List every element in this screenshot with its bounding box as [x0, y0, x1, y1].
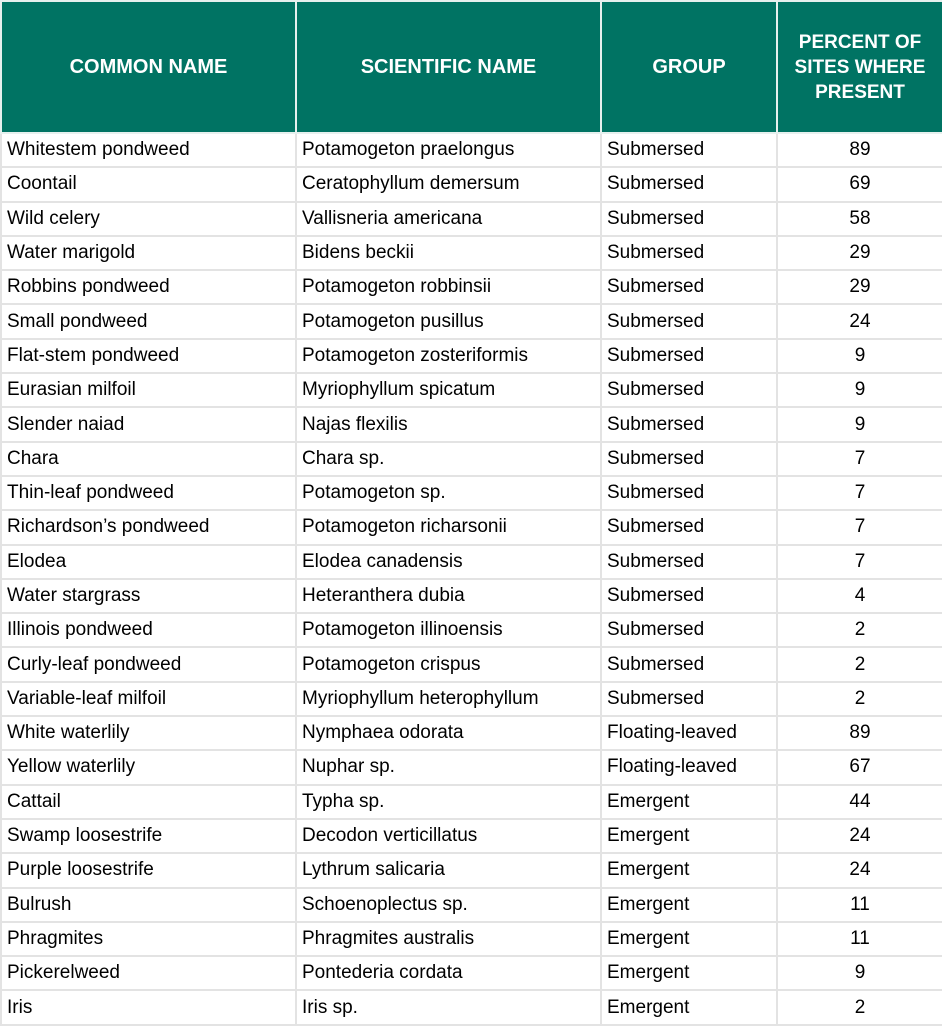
cell-group: Submersed [601, 270, 777, 304]
cell-percent: 9 [777, 956, 942, 990]
cell-common-name: Water stargrass [1, 579, 296, 613]
cell-common-name: Water marigold [1, 236, 296, 270]
cell-common-name: Variable-leaf milfoil [1, 682, 296, 716]
table-row [1, 304, 942, 338]
table-row [1, 236, 942, 270]
header-scientific-name: SCIENTIFIC NAME [296, 1, 601, 133]
cell-common-name: Cattail [1, 785, 296, 819]
cell-percent: 11 [777, 888, 942, 922]
cell-scientific-name: Myriophyllum spicatum [296, 373, 601, 407]
table-row [1, 167, 942, 201]
cell-percent: 29 [777, 236, 942, 270]
cell-percent: 7 [777, 545, 942, 579]
table-row [1, 990, 942, 1024]
cell-group: Submersed [601, 510, 777, 544]
cell-scientific-name: Vallisneria americana [296, 202, 601, 236]
cell-group: Submersed [601, 202, 777, 236]
cell-group: Submersed [601, 579, 777, 613]
table-row [1, 407, 942, 441]
cell-group: Emergent [601, 922, 777, 956]
cell-scientific-name: Potamogeton illinoensis [296, 613, 601, 647]
cell-scientific-name: Potamogeton crispus [296, 647, 601, 681]
cell-scientific-name: Potamogeton richarsonii [296, 510, 601, 544]
cell-group: Submersed [601, 133, 777, 167]
cell-group: Submersed [601, 304, 777, 338]
cell-scientific-name: Lythrum salicaria [296, 853, 601, 887]
cell-common-name: White waterlily [1, 716, 296, 750]
cell-scientific-name: Ceratophyllum demersum [296, 167, 601, 201]
cell-percent: 69 [777, 167, 942, 201]
cell-group: Submersed [601, 167, 777, 201]
cell-scientific-name: Pontederia cordata [296, 956, 601, 990]
cell-group: Submersed [601, 545, 777, 579]
cell-common-name: Bulrush [1, 888, 296, 922]
cell-scientific-name: Najas flexilis [296, 407, 601, 441]
cell-common-name: Wild celery [1, 202, 296, 236]
cell-common-name: Coontail [1, 167, 296, 201]
cell-percent: 9 [777, 407, 942, 441]
cell-group: Emergent [601, 990, 777, 1024]
cell-common-name: Richardson’s pondweed [1, 510, 296, 544]
cell-common-name: Thin-leaf pondweed [1, 476, 296, 510]
cell-scientific-name: Typha sp. [296, 785, 601, 819]
cell-scientific-name: Decodon verticillatus [296, 819, 601, 853]
cell-scientific-name: Potamogeton sp. [296, 476, 601, 510]
cell-scientific-name: Chara sp. [296, 442, 601, 476]
cell-group: Submersed [601, 647, 777, 681]
table-row [1, 270, 942, 304]
cell-percent: 9 [777, 373, 942, 407]
table-row [1, 373, 942, 407]
cell-common-name: Eurasian milfoil [1, 373, 296, 407]
cell-percent: 2 [777, 990, 942, 1024]
cell-scientific-name: Bidens beckii [296, 236, 601, 270]
cell-common-name: Chara [1, 442, 296, 476]
table-row [1, 476, 942, 510]
table-row [1, 133, 942, 167]
cell-group: Submersed [601, 442, 777, 476]
table-row [1, 853, 942, 887]
cell-scientific-name: Potamogeton praelongus [296, 133, 601, 167]
cell-group: Submersed [601, 339, 777, 373]
cell-percent: 67 [777, 750, 942, 784]
cell-common-name: Curly-leaf pondweed [1, 647, 296, 681]
cell-scientific-name: Schoenoplectus sp. [296, 888, 601, 922]
header-group: GROUP [601, 1, 777, 133]
cell-group: Floating-leaved [601, 716, 777, 750]
cell-common-name: Slender naiad [1, 407, 296, 441]
cell-percent: 4 [777, 579, 942, 613]
cell-percent: 24 [777, 819, 942, 853]
cell-percent: 2 [777, 647, 942, 681]
cell-common-name: Robbins pondweed [1, 270, 296, 304]
table-row [1, 888, 942, 922]
cell-group: Submersed [601, 613, 777, 647]
cell-group: Submersed [601, 476, 777, 510]
cell-percent: 44 [777, 785, 942, 819]
header-common-name: COMMON NAME [1, 1, 296, 133]
cell-group: Emergent [601, 785, 777, 819]
cell-scientific-name: Phragmites australis [296, 922, 601, 956]
cell-scientific-name: Elodea canadensis [296, 545, 601, 579]
cell-percent: 7 [777, 510, 942, 544]
cell-scientific-name: Nymphaea odorata [296, 716, 601, 750]
cell-group: Emergent [601, 888, 777, 922]
table-row [1, 545, 942, 579]
table-row [1, 819, 942, 853]
table-row [1, 339, 942, 373]
cell-common-name: Swamp loosestrife [1, 819, 296, 853]
cell-common-name: Iris [1, 990, 296, 1024]
table-row [1, 647, 942, 681]
table-row [1, 922, 942, 956]
cell-scientific-name: Iris sp. [296, 990, 601, 1024]
cell-group: Emergent [601, 956, 777, 990]
cell-group: Submersed [601, 682, 777, 716]
table-row [1, 442, 942, 476]
cell-common-name: Phragmites [1, 922, 296, 956]
cell-scientific-name: Potamogeton pusillus [296, 304, 601, 338]
header-row [1, 1, 942, 133]
cell-common-name: Purple loosestrife [1, 853, 296, 887]
table-row [1, 202, 942, 236]
cell-group: Submersed [601, 407, 777, 441]
cell-common-name: Small pondweed [1, 304, 296, 338]
cell-percent: 2 [777, 613, 942, 647]
table-row [1, 682, 942, 716]
cell-scientific-name: Myriophyllum heterophyllum [296, 682, 601, 716]
cell-group: Emergent [601, 853, 777, 887]
cell-common-name: Elodea [1, 545, 296, 579]
cell-scientific-name: Potamogeton zosteriformis [296, 339, 601, 373]
cell-percent: 89 [777, 716, 942, 750]
table-row [1, 716, 942, 750]
cell-group: Emergent [601, 819, 777, 853]
cell-scientific-name: Potamogeton robbinsii [296, 270, 601, 304]
cell-percent: 29 [777, 270, 942, 304]
cell-common-name: Flat-stem pondweed [1, 339, 296, 373]
cell-percent: 11 [777, 922, 942, 956]
cell-percent: 24 [777, 853, 942, 887]
cell-scientific-name: Heteranthera dubia [296, 579, 601, 613]
table-header [1, 1, 942, 133]
cell-percent: 9 [777, 339, 942, 373]
table-row [1, 613, 942, 647]
cell-scientific-name: Nuphar sp. [296, 750, 601, 784]
cell-group: Floating-leaved [601, 750, 777, 784]
table-row [1, 510, 942, 544]
cell-group: Submersed [601, 236, 777, 270]
table-row [1, 579, 942, 613]
table-row [1, 956, 942, 990]
cell-group: Submersed [601, 373, 777, 407]
cell-common-name: Whitestem pondweed [1, 133, 296, 167]
cell-percent: 7 [777, 442, 942, 476]
cell-percent: 7 [777, 476, 942, 510]
cell-percent: 89 [777, 133, 942, 167]
cell-common-name: Pickerelweed [1, 956, 296, 990]
cell-percent: 24 [777, 304, 942, 338]
table-row [1, 785, 942, 819]
cell-percent: 2 [777, 682, 942, 716]
table-row [1, 750, 942, 784]
header-percent-sites: PERCENT OF SITES WHERE PRESENT [777, 1, 942, 133]
table-body [1, 133, 942, 1025]
cell-common-name: Illinois pondweed [1, 613, 296, 647]
cell-percent: 58 [777, 202, 942, 236]
cell-common-name: Yellow waterlily [1, 750, 296, 784]
